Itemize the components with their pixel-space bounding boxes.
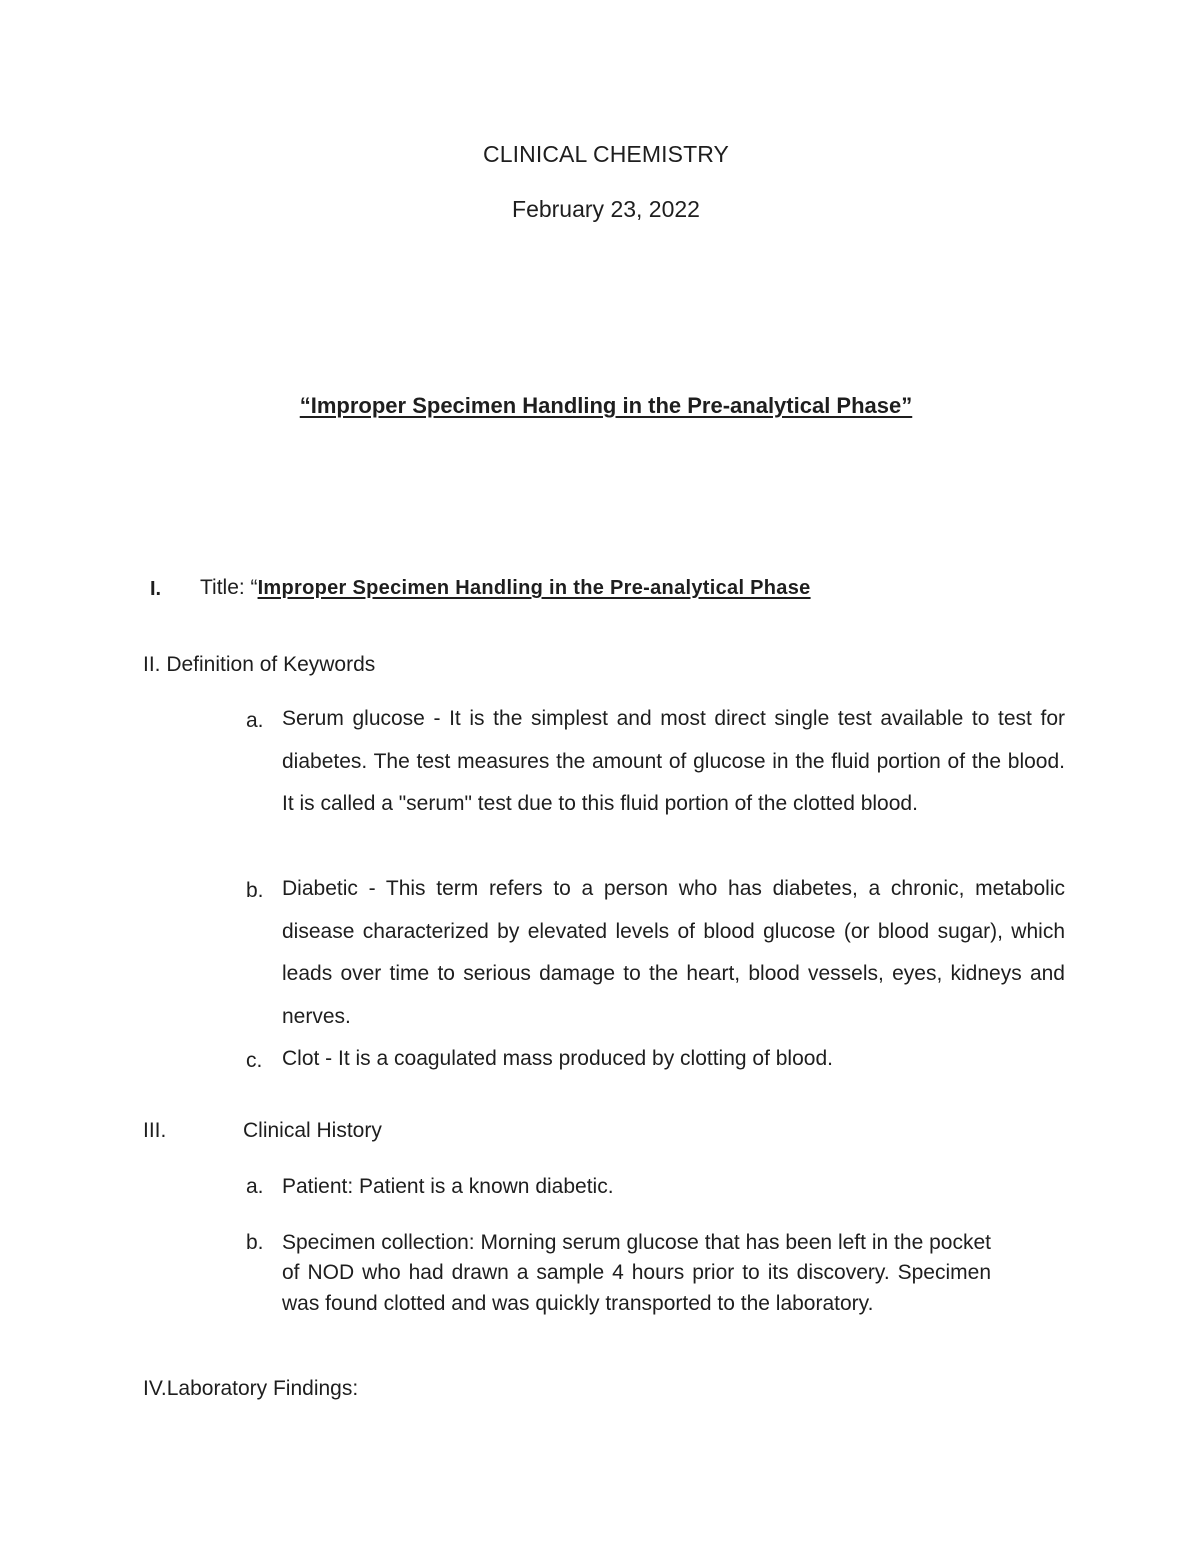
course-title: CLINICAL CHEMISTRY	[483, 141, 729, 167]
section-1-line	[200, 576, 811, 600]
keyword-a-marker: a.	[246, 709, 264, 732]
keyword-a-text: Serum glucose - It is the simplest and most direct single test available to test for diabetes. The test measures the amount of glucose in the fluid portion of the blood. It is called a "serum" test due to this fluid portion of the clotted blood.	[282, 707, 1065, 816]
keyword-c-marker: c.	[246, 1049, 263, 1072]
section-4-heading: IV.Laboratory Findings:	[143, 1377, 359, 1400]
section-1-title-value: Improper Specimen Handling in the Pre-analytical Phase	[257, 577, 811, 599]
history-b-marker: b.	[246, 1231, 264, 1254]
section-3-number: III.	[143, 1119, 167, 1142]
section-2-heading: II. Definition of Keywords	[143, 653, 376, 676]
keyword-c-text: Clot - It is a coagulated mass produced by clotting of blood.	[282, 1047, 833, 1070]
keyword-b-text: Diabetic - This term refers to a person who has diabetes, a chronic, metabolic disease characterized by elevated levels of blood glucose (or blood sugar), which leads over time to serious damage to the heart, blood vessels, eyes, kidneys and nerves.	[282, 877, 1065, 1028]
keyword-b-marker: b.	[246, 879, 264, 902]
main-title: “Improper Specimen Handling in the Pre-analytical Phase”	[299, 393, 913, 418]
section-1-number: I.	[150, 578, 162, 600]
document-date: February 23, 2022	[512, 196, 700, 222]
history-a-marker: a.	[246, 1175, 264, 1198]
history-b-text: Specimen collection: Morning serum glucose that has been left in the pocket of NOD who had drawn a sample 4 hours prior to its discovery. Specimen was found clotted and was quickly transported to the laboratory.	[282, 1231, 991, 1315]
section-1-label: Title: “	[200, 576, 258, 599]
section-3-heading: Clinical History	[243, 1119, 382, 1142]
history-a-text: Patient: Patient is a known diabetic.	[282, 1175, 614, 1198]
